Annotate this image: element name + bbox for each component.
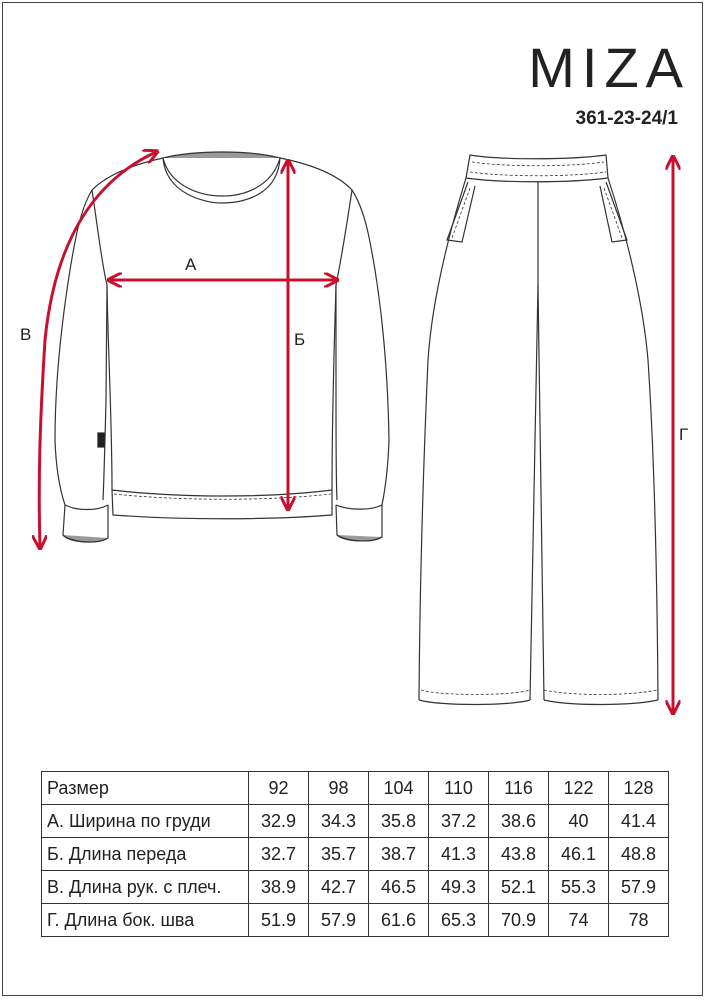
value-cell: 37.2 bbox=[429, 805, 489, 838]
article-number: 361-23-24/1 bbox=[575, 108, 678, 129]
table-row bbox=[42, 904, 669, 937]
value-cell: 38.7 bbox=[369, 838, 429, 871]
label-b: Б bbox=[294, 330, 306, 349]
value-cell: 57.9 bbox=[309, 904, 369, 937]
value-cell: 74 bbox=[549, 904, 609, 937]
value-cell: 52.1 bbox=[489, 871, 549, 904]
header-cell: 110 bbox=[429, 772, 489, 805]
table-row bbox=[42, 838, 669, 871]
pants-drawing bbox=[419, 155, 658, 705]
value-cell: 41.4 bbox=[609, 805, 669, 838]
arrow-v-sleeve-length bbox=[39, 152, 156, 547]
header-cell: 98 bbox=[309, 772, 369, 805]
label-a: А bbox=[185, 255, 197, 274]
brand-logo: MIZA bbox=[528, 36, 690, 99]
row-label-cell: А. Ширина по груди bbox=[42, 805, 249, 838]
value-cell: 55.3 bbox=[549, 871, 609, 904]
value-cell: 40 bbox=[549, 805, 609, 838]
value-cell: 32.9 bbox=[249, 805, 309, 838]
value-cell: 38.9 bbox=[249, 871, 309, 904]
value-cell: 49.3 bbox=[429, 871, 489, 904]
value-cell: 78 bbox=[609, 904, 669, 937]
value-cell: 35.7 bbox=[309, 838, 369, 871]
label-g: Г bbox=[679, 425, 689, 444]
row-label-cell: Г. Длина бок. шва bbox=[42, 904, 249, 937]
header-cell: 116 bbox=[489, 772, 549, 805]
header-cell: 122 bbox=[549, 772, 609, 805]
label-v: В bbox=[20, 325, 32, 344]
table-header-row bbox=[42, 772, 669, 805]
value-cell: 65.3 bbox=[429, 904, 489, 937]
value-cell: 51.9 bbox=[249, 904, 309, 937]
value-cell: 38.6 bbox=[489, 805, 549, 838]
header-cell: 128 bbox=[609, 772, 669, 805]
value-cell: 42.7 bbox=[309, 871, 369, 904]
table-row bbox=[42, 805, 669, 838]
value-cell: 48.8 bbox=[609, 838, 669, 871]
value-cell: 43.8 bbox=[489, 838, 549, 871]
value-cell: 57.9 bbox=[609, 871, 669, 904]
measurement-arrows bbox=[39, 152, 673, 712]
header-cell: 104 bbox=[369, 772, 429, 805]
value-cell: 35.8 bbox=[369, 805, 429, 838]
size-chart-table bbox=[41, 771, 669, 937]
header-cell: 92 bbox=[249, 772, 309, 805]
value-cell: 70.9 bbox=[489, 904, 549, 937]
sweatshirt-drawing bbox=[55, 152, 389, 542]
value-cell: 46.5 bbox=[369, 871, 429, 904]
value-cell: 34.3 bbox=[309, 805, 369, 838]
value-cell: 32.7 bbox=[249, 838, 309, 871]
value-cell: 61.6 bbox=[369, 904, 429, 937]
table-row bbox=[42, 871, 669, 904]
value-cell: 41.3 bbox=[429, 838, 489, 871]
header-cell: Размер bbox=[42, 772, 249, 805]
value-cell: 46.1 bbox=[549, 838, 609, 871]
row-label-cell: Б. Длина переда bbox=[42, 838, 249, 871]
row-label-cell: В. Длина рук. с плеч. bbox=[42, 871, 249, 904]
